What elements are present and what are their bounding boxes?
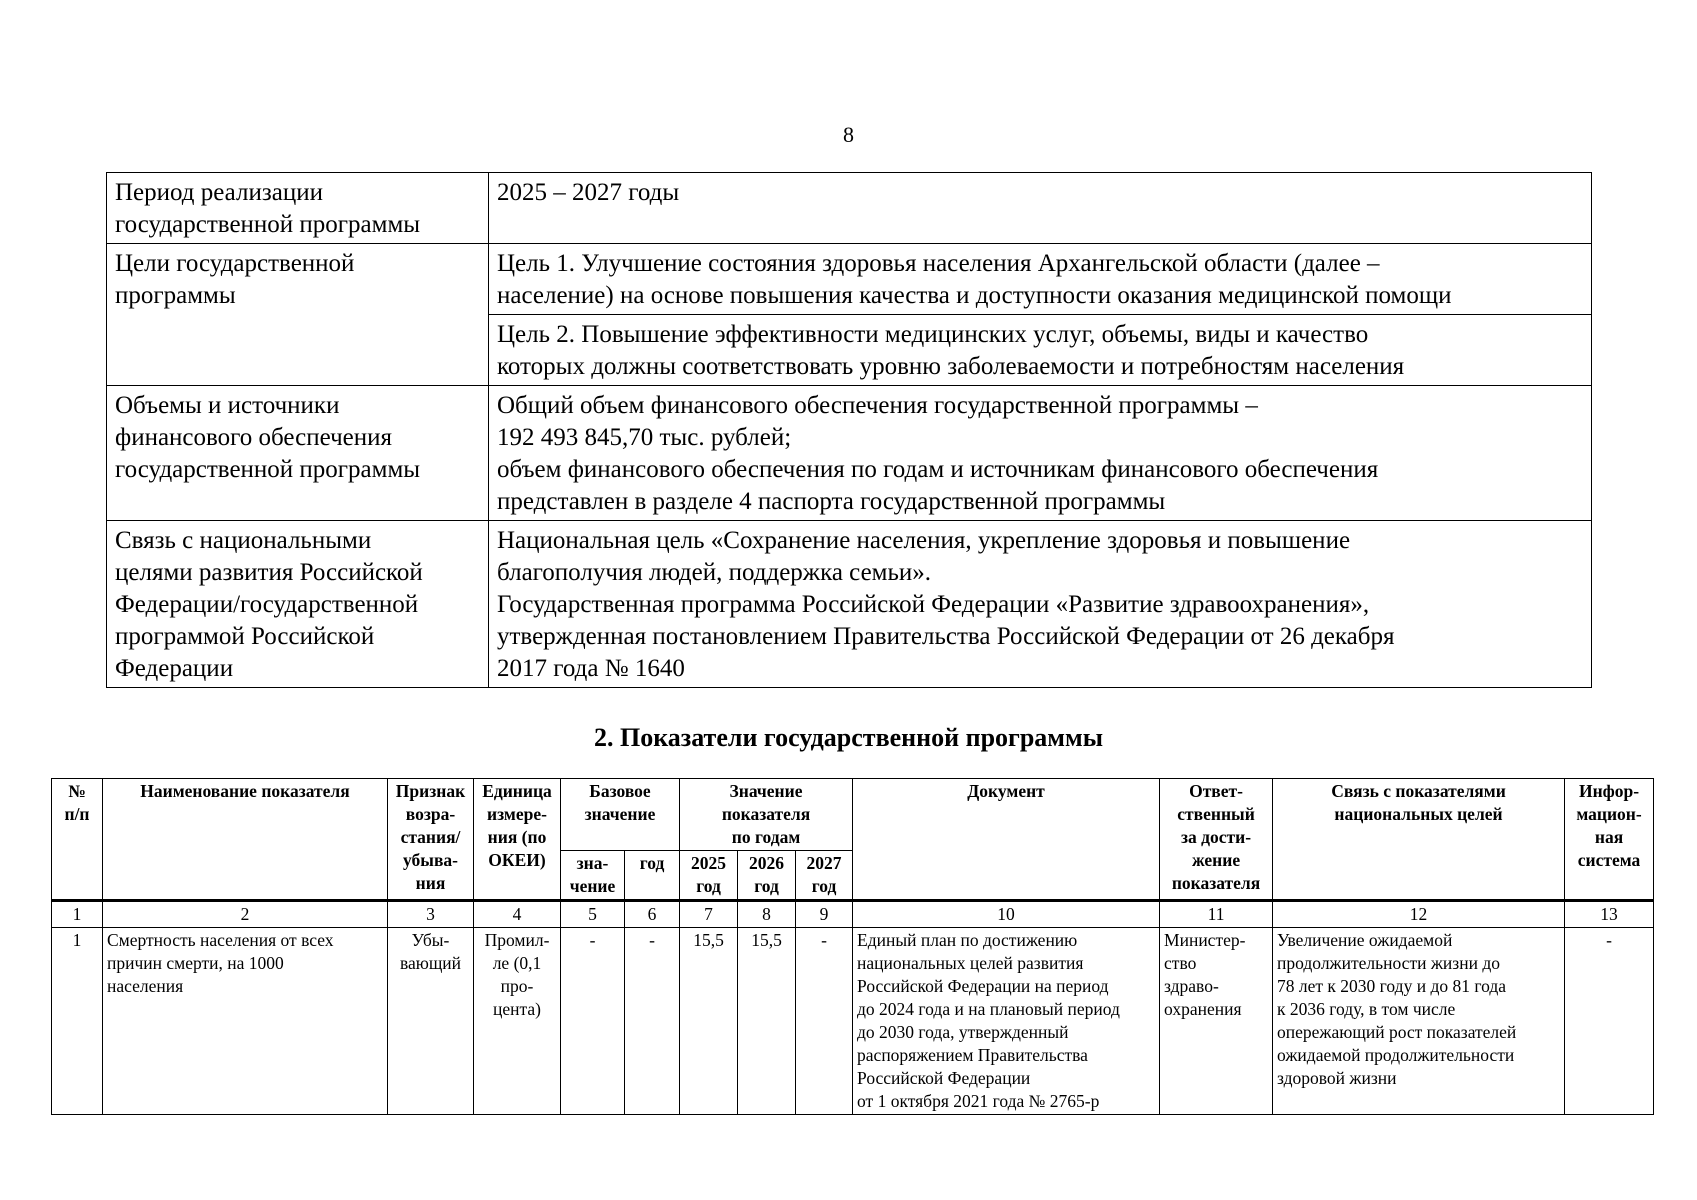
header-trend: Признак возра- стания/ убыва- ния — [388, 779, 474, 901]
indicator-info-system: - — [1565, 928, 1654, 1115]
column-number: 4 — [474, 901, 561, 928]
column-number: 11 — [1160, 901, 1273, 928]
passport-row-period — [107, 173, 1592, 244]
header-base: Базовое значение — [561, 779, 680, 851]
header-by-years: Значение показателя по годам — [680, 779, 853, 851]
header-2026: 2026 год — [738, 851, 796, 901]
indicator-responsible: Министер- ство здраво- охранения — [1160, 928, 1273, 1115]
section-title: 2. Показатели государственной программы — [593, 723, 1104, 752]
header-2027: 2027 год — [796, 851, 853, 901]
column-number: 5 — [561, 901, 625, 928]
indicators-header-row — [52, 779, 1654, 851]
value-2027: - — [796, 928, 853, 1115]
financing-label: Объемы и источники финансового обеспечения государственной программы — [107, 386, 489, 521]
program-passport-table — [106, 172, 1592, 688]
header-base-year: год — [625, 851, 680, 901]
passport-row-financing — [107, 386, 1592, 521]
column-number: 6 — [625, 901, 680, 928]
indicator-trend: Убы- вающий — [388, 928, 474, 1115]
column-number: 2 — [103, 901, 388, 928]
header-unit: Единица измере- ния (по ОКЕИ) — [474, 779, 561, 901]
goal-1: Цель 1. Улучшение состояния здоровья населения Архангельской области (далее – население) на основе повышения качества и доступности оказания медицинской помощи — [489, 244, 1592, 315]
period-value: 2025 – 2027 годы — [489, 173, 1592, 244]
table-row — [52, 928, 1654, 1115]
value-2026: 15,5 — [738, 928, 796, 1115]
national-goals-value: Национальная цель «Сохранение населения, укрепление здоровья и повышение благополучия людей, поддержка семьи». Государственная программа Российской Федерации «Развитие здравоохранения», утвержденная постановлением Правительства Российской Федерации от 26 декабря 2017 года № 1640 — [489, 521, 1592, 688]
column-number: 12 — [1273, 901, 1565, 928]
column-number: 13 — [1565, 901, 1654, 928]
column-numbers-row — [52, 901, 1654, 928]
passport-row-goals — [107, 244, 1592, 315]
header-name: Наименование показателя — [103, 779, 388, 901]
indicator-national-link: Увеличение ожидаемой продолжительности жизни до 78 лет к 2030 году и до 81 года к 2036 году, в том числе опережающий рост показателей ожидаемой продолжительности здоровой жизни — [1273, 928, 1565, 1115]
column-number: 7 — [680, 901, 738, 928]
row-num: 1 — [52, 928, 103, 1115]
indicator-document: Единый план по достижению национальных целей развития Российской Федерации на период до 2024 года и на плановый период до 2030 года, утвержденный распоряжением Правительства Российской Федерации от 1 октября 2021 года № 2765-р — [853, 928, 1160, 1115]
header-national-link: Связь с показателями национальных целей — [1273, 779, 1565, 901]
goals-label: Цели государственной программы — [107, 244, 489, 386]
base-value: - — [561, 928, 625, 1115]
value-2025: 15,5 — [680, 928, 738, 1115]
base-year: - — [625, 928, 680, 1115]
column-number: 1 — [52, 901, 103, 928]
header-2025: 2025 год — [680, 851, 738, 901]
column-number: 8 — [738, 901, 796, 928]
financing-value: Общий объем финансового обеспечения государственной программы – 192 493 845,70 тыс. рублей; объем финансового обеспечения по годам и источникам финансового обеспечения представлен в разделе 4 паспорта государственной программы — [489, 386, 1592, 521]
column-number: 3 — [388, 901, 474, 928]
column-number: 10 — [853, 901, 1160, 928]
indicators-table — [51, 778, 1654, 1115]
header-base-value: зна- чение — [561, 851, 625, 901]
passport-row-national-goals — [107, 521, 1592, 688]
column-number: 9 — [796, 901, 853, 928]
goal-2: Цель 2. Повышение эффективности медицинских услуг, объемы, виды и качество которых должны соответствовать уровню заболеваемости и потребностям населения — [489, 315, 1592, 386]
header-responsible: Ответ- ственный за дости- жение показателя — [1160, 779, 1273, 901]
header-document: Документ — [853, 779, 1160, 901]
period-label: Период реализации государственной программы — [107, 173, 489, 244]
indicator-name: Смертность населения от всех причин смерти, на 1000 населения — [103, 928, 388, 1115]
national-goals-label: Связь с национальными целями развития Российской Федерации/государственной программой Российской Федерации — [107, 521, 489, 688]
indicator-unit: Промил- ле (0,1 про- цента) — [474, 928, 561, 1115]
header-info-system: Инфор- мацион- ная система — [1565, 779, 1654, 901]
page-number: 8 — [843, 122, 854, 147]
header-num: № п/п — [52, 779, 103, 901]
